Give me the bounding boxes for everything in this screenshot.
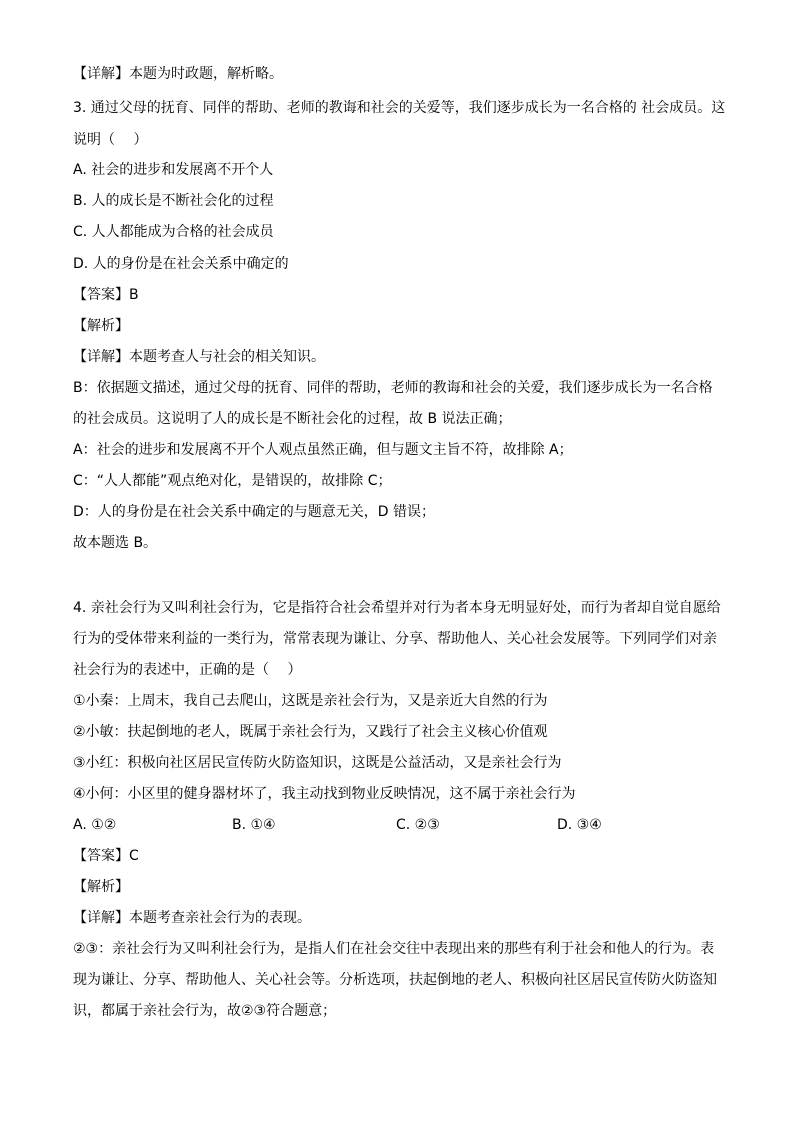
q3-analysis-c: C：“人人都能”观点绝对化，是错误的，故排除 C； <box>73 473 392 489</box>
q3-option-b: B. 人的成长是不断社会化的过程 <box>73 193 274 209</box>
q4-analysis-23: ②③：亲社会行为又叫利社会行为，是指人们在社会交往中表现出来的那些有利于社会和他人的行为。表 <box>73 941 715 957</box>
q3-analysis-a: A：社会的进步和发展离不开个人观点虽然正确，但与题文主旨不符，故排除 A； <box>73 442 573 458</box>
q4-statement-3: ③小红：积极向社区居民宣传防火防盗知识，这既是公益活动，又是亲社会行为 <box>73 755 562 771</box>
q3-analysis-b-cont: 的社会成员。这说明了人的成长是不断社会化的过程，故 B 说法正确； <box>73 411 512 427</box>
q4-analysis-23-cont1: 现为谦让、分享、帮助他人、关心社会等。分析选项，扶起倒地的老人、积极向社区居民宣传防火防盗知 <box>73 972 717 988</box>
q3-analysis-d: D：人的身份是在社会关系中确定的与题意无关，D 错误； <box>73 504 436 520</box>
q4-option-d: D. ③④ <box>557 817 602 833</box>
q3-option-a: A. 社会的进步和发展离不开个人 <box>73 162 274 178</box>
q4-statement-2: ②小敏：扶起倒地的老人，既属于亲社会行为，又践行了社会主义核心价值观 <box>73 724 548 740</box>
q3-option-c: C. 人人都能成为合格的社会成员 <box>73 224 274 240</box>
q4-option-a: A. ①② <box>73 817 117 833</box>
q3-analysis-b: B：依据题文描述，通过父母的抚育、同伴的帮助，老师的教诲和社会的关爱，我们逐步成长为一名合格 <box>73 380 713 396</box>
question-3-stem-cont: 说明（ ） <box>73 132 148 148</box>
q3-answer: 【答案】B <box>73 287 139 303</box>
line-xiangjie-q2: 【详解】本题为时政题，解析略。 <box>73 66 283 82</box>
question-4-stem: 4. 亲社会行为又叫利社会行为，它是指符合社会希望并对行为者本身无明显好处，而行为者却自觉自愿给 <box>73 600 721 616</box>
q4-option-c: C. ②③ <box>396 817 440 833</box>
q4-analysis-23-cont2: 识，都属于亲社会行为，故②③符合题意； <box>73 1003 337 1019</box>
q4-option-b: B. ①④ <box>232 817 276 833</box>
q3-conclusion: 故本题选 B。 <box>73 535 158 551</box>
question-4-stem-cont2: 社会行为的表述中，正确的是（ ） <box>73 662 302 678</box>
q4-answer: 【答案】C <box>73 848 139 864</box>
question-3-stem: 3. 通过父母的抚育、同伴的帮助、老师的教诲和社会的关爱等，我们逐步成长为一名合格的 社会成员。这 <box>73 100 726 116</box>
question-4-stem-cont1: 行为的受体带来利益的一类行为，常常表现为谦让、分享、帮助他人、关心社会发展等。下列同学们对亲 <box>73 631 717 647</box>
q3-xiangjie: 【详解】本题考查人与社会的相关知识。 <box>73 349 325 365</box>
q4-statement-1: ①小秦：上周末，我自己去爬山，这既是亲社会行为，又是亲近大自然的行为 <box>73 693 548 709</box>
q4-xiangjie: 【详解】本题考查亲社会行为的表现。 <box>73 910 311 926</box>
q4-jiexi-heading: 【解析】 <box>73 879 129 895</box>
q3-option-d: D. 人的身份是在社会关系中确定的 <box>73 256 289 272</box>
q4-statement-4: ④小何：小区里的健身器材坏了，我主动找到物业反映情况，这不属于亲社会行为 <box>73 786 576 802</box>
q3-jiexi-heading: 【解析】 <box>73 318 129 334</box>
